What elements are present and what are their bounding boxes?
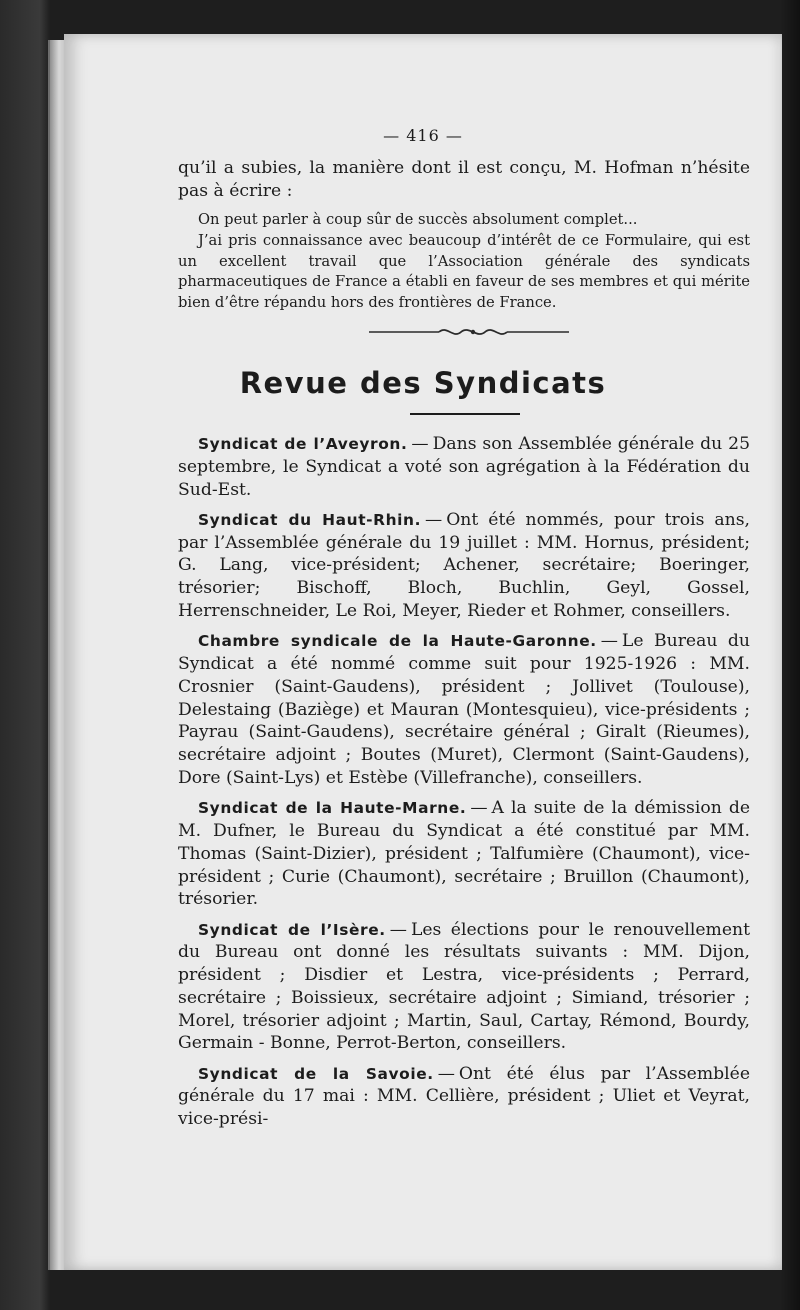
entry-haute-marne: Syndicat de la Haute-Marne. — A la suite de la démission de M. Dufner, le Bureau du Syndicat a été constitué par MM. Thomas (Saint-Dizier), président ; Talfumière (Chaumont), vice-président ; Curie (Chaumont), secrétaire ; Bruillon (Chaumont), trésorier.: [178, 798, 750, 910]
entry-body: Dans son Assemblée générale du 25 septembre, le Syndicat a voté son agrégation à la Fédération du Sud-Est.: [178, 434, 751, 500]
entry-body: Le Bureau du Syndicat a été nommé comme suit pour 1925-1926 : MM. Crosnier (Saint-Gaudens), président ; Jollivet (Toulouse), Delestaing (Baziège) et Mauran (Montesquieu), vice-présidents ; Payrau (Saint-Gaudens), secrétaire général ; Giralt (Rieumes), secrétaire adjoint ; Boutes (Muret), Clermont (Saint-Gaudens), Dore (Saint-Lys) et Estèbe (Villefranche), conseillers.: [178, 631, 750, 788]
entry-body: A la suite de la démission de M. Dufner, le Bureau du Syndicat a été constitué par MM. Thomas (Saint-Dizier), président ; Talfumière (Chaumont), vice-président ; Curie (Chaumont), secrétaire ; Bruillon (Chaumont), trésorier.: [178, 798, 750, 910]
title-underline: [410, 413, 520, 415]
entry-heading: Syndicat du Haut-Rhin.: [198, 510, 422, 529]
syndicate-entries: [178, 433, 750, 1138]
section-title: Revue des Syndicats: [239, 366, 607, 400]
entry-heading: Syndicat de la Savoie.: [198, 1064, 434, 1083]
document-page: [64, 34, 782, 1270]
entry-aveyron: Syndicat de l’Aveyron. — Dans son Assemblée générale du 25 septembre, le Syndicat a voté son agrégation à la Fédération du Sud-Est.: [178, 434, 751, 500]
right-binding-shadow: [780, 0, 800, 1310]
page-number: — 416 —: [383, 126, 463, 145]
intro-paragraph: qu’il a subies, la manière dont il est conçu, M. Hofman n’hésite pas à écrire :: [178, 158, 750, 201]
entry-haut-rhin: Syndicat du Haut-Rhin. — Ont été nommés, pour trois ans, par l’Assemblée générale du 19 juillet : MM. Hornus, président; G. Lang, vice-président; Achener, secrétaire; Boeringer, trésorier; Bischoff, Bloch, Buchlin, Geyl, Gossel, Herrenschneider, Le Roi, Meyer, Rieder et Rohmer, conseillers.: [178, 509, 750, 621]
quote-line: On peut parler à coup sûr de succès absolument complet...: [198, 211, 638, 228]
quoted-review: [178, 210, 750, 314]
entry-heading: Syndicat de l’Aveyron.: [198, 435, 408, 453]
ornamental-divider-icon: [369, 321, 569, 343]
entry-haute-garonne: Chambre syndicale de la Haute-Garonne. — Le Bureau du Syndicat a été nommé comme suit pour 1925-1926 : MM. Crosnier (Saint-Gaudens), président ; Jollivet (Toulouse), Delestaing (Baziège) et Mauran (Montesquieu), vice-présidents ; Payrau (Saint-Gaudens), secrétaire général ; Giralt (Rieumes), secrétaire adjoint ; Boutes (Muret), Clermont (Saint-Gaudens), Dore (Saint-Lys) et Estèbe (Villefranche), conseillers.: [178, 631, 750, 788]
quote-line: J’ai pris connaissance avec beaucoup d’intérêt de ce Formulaire, qui est un excellent travail que l’Association générale des syndicats pharmaceutiques de France a établi en faveur de ses membres et qui mérite bien d’être répandu hors des frontières de France.: [178, 231, 750, 312]
entry-body: Ont été élus par l’Assemblée générale du 17 mai : MM. Cellière, président ; Uliet et Veyrat, vice-prési-: [178, 1063, 750, 1130]
entry-body: Ont été nommés, pour trois ans, par l’Assemblée générale du 19 juillet : MM. Hornus, président; G. Lang, vice-président; Achener, secrétaire; Boeringer, trésorier; Bischoff, Bloch, Buchlin, Geyl, Gossel, Herrenschneider, Le Roi, Meyer, Rieder et Rohmer, conseillers.: [178, 509, 750, 621]
entry-body: Les élections pour le renouvellement du Bureau ont donné les résultats suivants : MM. Dijon, président ; Disdier et Lestra, vice-présidents ; Perrard, secrétaire ; Boissieux, secrétaire adjoint ; Simiand, trésorier ; Morel, trésorier adjoint ; Martin, Saul, Cartay, Rémond, Bourdy, Germain - Bonne, Perrot-Berton, conseillers.: [178, 919, 750, 1054]
entry-savoie: Syndicat de la Savoie. — Ont été élus par l’Assemblée générale du 17 mai : MM. Cellière, président ; Uliet et Veyrat, vice-prési-: [178, 1063, 750, 1130]
entry-heading: Chambre syndicale de la Haute-Garonne.: [198, 632, 597, 651]
entry-heading: Syndicat de la Haute-Marne.: [198, 799, 467, 818]
entry-isere: Syndicat de l’Isère. — Les élections pour le renouvellement du Bureau ont donné les résultats suivants : MM. Dijon, président ; Disdier et Lestra, vice-présidents ; Perrard, secrétaire ; Boissieux, secrétaire adjoint ; Simiand, trésorier ; Morel, trésorier adjoint ; Martin, Saul, Cartay, Rémond, Bourdy, Germain - Bonne, Perrot-Berton, conseillers.: [178, 919, 750, 1054]
entry-heading: Syndicat de l’Isère.: [198, 920, 386, 939]
